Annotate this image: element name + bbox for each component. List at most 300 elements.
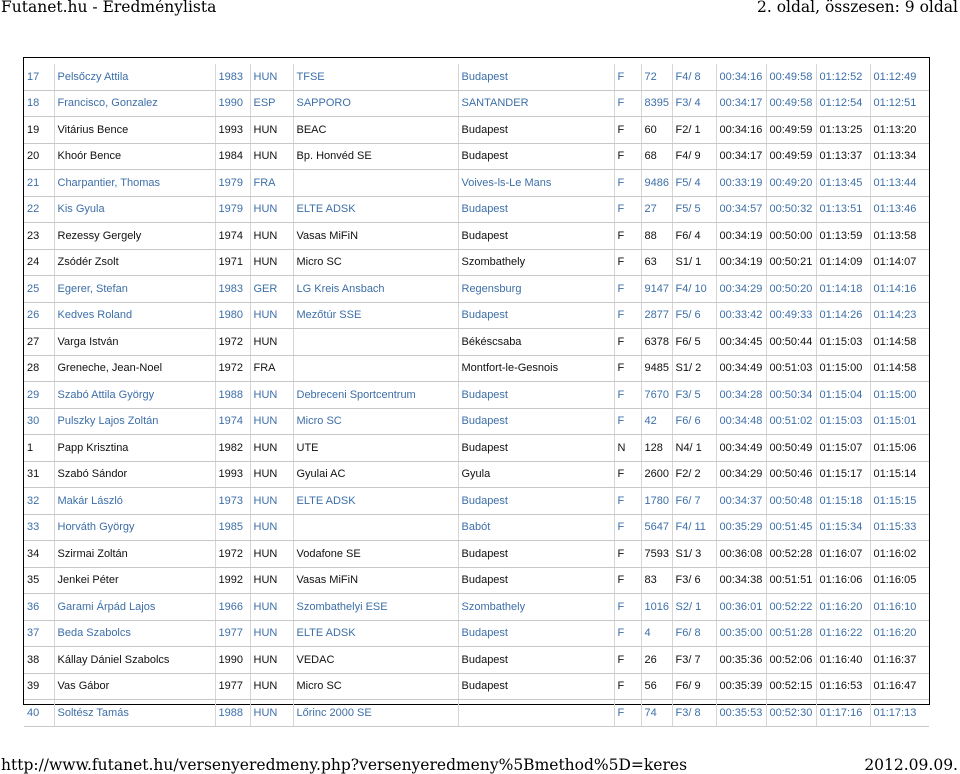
- name-cell: Pulszky Lajos Zoltán: [54, 408, 215, 435]
- nationality-cell: HUN: [250, 461, 293, 488]
- split-time-1-cell: 00:34:37: [716, 488, 766, 515]
- place-cell: 26: [24, 302, 54, 329]
- category-cell: F5/ 4: [672, 170, 716, 197]
- gross-time-cell: 01:14:26: [816, 302, 870, 329]
- gross-time-cell: 01:16:07: [816, 541, 870, 568]
- name-cell: Kállay Dániel Szabolcs: [54, 647, 215, 674]
- split-time-1-cell: 00:35:53: [716, 700, 766, 727]
- nationality-cell: HUN: [250, 382, 293, 409]
- split-time-2-cell: 00:49:59: [766, 143, 816, 170]
- city-cell: Budapest: [458, 408, 614, 435]
- city-cell: Budapest: [458, 620, 614, 647]
- place-cell: 19: [24, 117, 54, 144]
- net-time-cell: 01:16:20: [870, 620, 929, 647]
- city-cell: Montfort-le-Gesnois: [458, 355, 614, 382]
- place-cell: 35: [24, 567, 54, 594]
- sex-cell: F: [614, 170, 641, 197]
- city-cell: Budapest: [458, 64, 614, 90]
- place-cell: 21: [24, 170, 54, 197]
- club-cell: Szombathelyi ESE: [293, 594, 458, 621]
- category-cell: F6/ 9: [672, 673, 716, 700]
- nationality-cell: HUN: [250, 488, 293, 515]
- table-row[interactable]: [24, 64, 929, 90]
- net-time-cell: 01:13:20: [870, 117, 929, 144]
- club-cell: Micro SC: [293, 673, 458, 700]
- split-time-2-cell: 00:51:28: [766, 620, 816, 647]
- name-cell: Egerer, Stefan: [54, 276, 215, 303]
- net-time-cell: 01:12:49: [870, 64, 929, 90]
- year-cell: 1982: [215, 435, 250, 462]
- table-row: [24, 647, 929, 674]
- nationality-cell: HUN: [250, 567, 293, 594]
- table-row[interactable]: [24, 700, 929, 727]
- split-time-2-cell: 00:49:20: [766, 170, 816, 197]
- split-time-1-cell: 00:34:29: [716, 276, 766, 303]
- place-cell: 22: [24, 196, 54, 223]
- category-cell: F6/ 7: [672, 488, 716, 515]
- bib-number-cell: 6378: [641, 329, 672, 356]
- table-row: [24, 117, 929, 144]
- name-cell: Vas Gábor: [54, 673, 215, 700]
- club-cell: Micro SC: [293, 408, 458, 435]
- club-cell: [293, 170, 458, 197]
- club-cell: Vasas MiFiN: [293, 223, 458, 250]
- name-cell: Papp Krisztina: [54, 435, 215, 462]
- net-time-cell: 01:14:58: [870, 355, 929, 382]
- city-cell: Budapest: [458, 117, 614, 144]
- net-time-cell: 01:13:46: [870, 196, 929, 223]
- city-cell: SANTANDER: [458, 90, 614, 117]
- name-cell: Charpantier, Thomas: [54, 170, 215, 197]
- split-time-1-cell: 00:36:08: [716, 541, 766, 568]
- year-cell: 1988: [215, 700, 250, 727]
- net-time-cell: 01:15:00: [870, 382, 929, 409]
- club-cell: ELTE ADSK: [293, 488, 458, 515]
- city-cell: Budapest: [458, 302, 614, 329]
- nationality-cell: ESP: [250, 90, 293, 117]
- category-cell: F6/ 8: [672, 620, 716, 647]
- city-cell: Szombathely: [458, 594, 614, 621]
- category-cell: S1/ 3: [672, 541, 716, 568]
- split-time-2-cell: 00:50:48: [766, 488, 816, 515]
- split-time-1-cell: 00:34:17: [716, 143, 766, 170]
- split-time-1-cell: 00:35:00: [716, 620, 766, 647]
- net-time-cell: 01:16:05: [870, 567, 929, 594]
- split-time-2-cell: 00:49:33: [766, 302, 816, 329]
- year-cell: 1972: [215, 541, 250, 568]
- year-cell: 1979: [215, 170, 250, 197]
- sex-cell: F: [614, 647, 641, 674]
- sex-cell: F: [614, 355, 641, 382]
- nationality-cell: HUN: [250, 143, 293, 170]
- split-time-2-cell: 00:51:03: [766, 355, 816, 382]
- name-cell: Kis Gyula: [54, 196, 215, 223]
- split-time-2-cell: 00:50:46: [766, 461, 816, 488]
- split-time-2-cell: 00:49:58: [766, 64, 816, 90]
- category-cell: S1/ 1: [672, 249, 716, 276]
- club-cell: Lőrinc 2000 SE: [293, 700, 458, 727]
- name-cell: Makár László: [54, 488, 215, 515]
- nationality-cell: HUN: [250, 541, 293, 568]
- split-time-1-cell: 00:34:45: [716, 329, 766, 356]
- gross-time-cell: 01:16:22: [816, 620, 870, 647]
- split-time-2-cell: 00:50:00: [766, 223, 816, 250]
- bib-number-cell: 9147: [641, 276, 672, 303]
- category-cell: S1/ 2: [672, 355, 716, 382]
- category-cell: F3/ 7: [672, 647, 716, 674]
- nationality-cell: HUN: [250, 514, 293, 541]
- gross-time-cell: 01:16:20: [816, 594, 870, 621]
- nationality-cell: HUN: [250, 700, 293, 727]
- name-cell: Rezessy Gergely: [54, 223, 215, 250]
- nationality-cell: HUN: [250, 117, 293, 144]
- split-time-2-cell: 00:50:21: [766, 249, 816, 276]
- bib-number-cell: 1780: [641, 488, 672, 515]
- gross-time-cell: 01:16:53: [816, 673, 870, 700]
- table-row: [24, 355, 929, 382]
- city-cell: Budapest: [458, 567, 614, 594]
- category-cell: F3/ 5: [672, 382, 716, 409]
- table-row[interactable]: [24, 302, 929, 329]
- place-cell: 27: [24, 329, 54, 356]
- sex-cell: F: [614, 514, 641, 541]
- place-cell: 32: [24, 488, 54, 515]
- gross-time-cell: 01:13:25: [816, 117, 870, 144]
- place-cell: 33: [24, 514, 54, 541]
- split-time-2-cell: 00:51:02: [766, 408, 816, 435]
- category-cell: F5/ 5: [672, 196, 716, 223]
- net-time-cell: 01:13:44: [870, 170, 929, 197]
- bib-number-cell: 63: [641, 249, 672, 276]
- year-cell: 1977: [215, 673, 250, 700]
- split-time-2-cell: 00:52:30: [766, 700, 816, 727]
- place-cell: 20: [24, 143, 54, 170]
- club-cell: VEDAC: [293, 647, 458, 674]
- bib-number-cell: 26: [641, 647, 672, 674]
- place-cell: 39: [24, 673, 54, 700]
- net-time-cell: 01:15:06: [870, 435, 929, 462]
- place-cell: 37: [24, 620, 54, 647]
- gross-time-cell: 01:15:03: [816, 408, 870, 435]
- net-time-cell: 01:15:14: [870, 461, 929, 488]
- gross-time-cell: 01:15:18: [816, 488, 870, 515]
- table-row[interactable]: [24, 594, 929, 621]
- name-cell: Francisco, Gonzalez: [54, 90, 215, 117]
- net-time-cell: 01:16:02: [870, 541, 929, 568]
- net-time-cell: 01:14:07: [870, 249, 929, 276]
- city-cell: Budapest: [458, 223, 614, 250]
- year-cell: 1983: [215, 64, 250, 90]
- club-cell: TFSE: [293, 64, 458, 90]
- nationality-cell: HUN: [250, 673, 293, 700]
- sex-cell: F: [614, 64, 641, 90]
- split-time-2-cell: 00:50:34: [766, 382, 816, 409]
- bib-number-cell: 128: [641, 435, 672, 462]
- nationality-cell: HUN: [250, 435, 293, 462]
- table-row[interactable]: [24, 382, 929, 409]
- nationality-cell: HUN: [250, 647, 293, 674]
- place-cell: 24: [24, 249, 54, 276]
- sex-cell: F: [614, 276, 641, 303]
- year-cell: 1974: [215, 408, 250, 435]
- year-cell: 1993: [215, 117, 250, 144]
- year-cell: 1983: [215, 276, 250, 303]
- bib-number-cell: 2877: [641, 302, 672, 329]
- nationality-cell: FRA: [250, 355, 293, 382]
- name-cell: Jenkei Péter: [54, 567, 215, 594]
- sex-cell: F: [614, 461, 641, 488]
- split-time-1-cell: 00:34:16: [716, 64, 766, 90]
- name-cell: Beda Szabolcs: [54, 620, 215, 647]
- club-cell: Vodafone SE: [293, 541, 458, 568]
- club-cell: BEAC: [293, 117, 458, 144]
- split-time-2-cell: 00:51:45: [766, 514, 816, 541]
- city-cell: Gyula: [458, 461, 614, 488]
- table-row[interactable]: [24, 620, 929, 647]
- place-cell: 36: [24, 594, 54, 621]
- gross-time-cell: 01:13:59: [816, 223, 870, 250]
- nationality-cell: HUN: [250, 196, 293, 223]
- table-row: [24, 329, 929, 356]
- city-cell: [458, 700, 614, 727]
- club-cell: Mezőtúr SSE: [293, 302, 458, 329]
- net-time-cell: 01:13:34: [870, 143, 929, 170]
- club-cell: [293, 329, 458, 356]
- category-cell: F4/ 11: [672, 514, 716, 541]
- table-row[interactable]: [24, 514, 929, 541]
- place-cell: 1: [24, 435, 54, 462]
- city-cell: Babót: [458, 514, 614, 541]
- split-time-1-cell: 00:34:57: [716, 196, 766, 223]
- year-cell: 1980: [215, 302, 250, 329]
- table-row[interactable]: [24, 488, 929, 515]
- net-time-cell: 01:14:16: [870, 276, 929, 303]
- place-cell: 40: [24, 700, 54, 727]
- sex-cell: F: [614, 673, 641, 700]
- category-cell: F3/ 4: [672, 90, 716, 117]
- year-cell: 1988: [215, 382, 250, 409]
- split-time-2-cell: 00:52:06: [766, 647, 816, 674]
- year-cell: 1977: [215, 620, 250, 647]
- table-row[interactable]: [24, 276, 929, 303]
- split-time-2-cell: 00:50:32: [766, 196, 816, 223]
- sex-cell: F: [614, 567, 641, 594]
- net-time-cell: 01:14:23: [870, 302, 929, 329]
- year-cell: 1984: [215, 143, 250, 170]
- year-cell: 1974: [215, 223, 250, 250]
- name-cell: Garami Árpád Lajos: [54, 594, 215, 621]
- name-cell: Khoór Bence: [54, 143, 215, 170]
- net-time-cell: 01:16:47: [870, 673, 929, 700]
- nationality-cell: HUN: [250, 64, 293, 90]
- gross-time-cell: 01:15:34: [816, 514, 870, 541]
- nationality-cell: HUN: [250, 329, 293, 356]
- year-cell: 1973: [215, 488, 250, 515]
- split-time-1-cell: 00:34:48: [716, 408, 766, 435]
- year-cell: 1972: [215, 355, 250, 382]
- split-time-1-cell: 00:35:39: [716, 673, 766, 700]
- sex-cell: F: [614, 620, 641, 647]
- category-cell: F4/ 8: [672, 64, 716, 90]
- sex-cell: N: [614, 435, 641, 462]
- category-cell: F5/ 6: [672, 302, 716, 329]
- table-row[interactable]: [24, 196, 929, 223]
- split-time-2-cell: 00:49:58: [766, 90, 816, 117]
- net-time-cell: 01:13:58: [870, 223, 929, 250]
- bib-number-cell: 1016: [641, 594, 672, 621]
- sex-cell: F: [614, 196, 641, 223]
- bib-number-cell: 4: [641, 620, 672, 647]
- place-cell: 28: [24, 355, 54, 382]
- club-cell: SAPPORO: [293, 90, 458, 117]
- gross-time-cell: 01:14:18: [816, 276, 870, 303]
- gross-time-cell: 01:17:16: [816, 700, 870, 727]
- sex-cell: F: [614, 700, 641, 727]
- table-row: [24, 541, 929, 568]
- club-cell: LG Kreis Ansbach: [293, 276, 458, 303]
- gross-time-cell: 01:15:04: [816, 382, 870, 409]
- bib-number-cell: 72: [641, 64, 672, 90]
- bib-number-cell: 2600: [641, 461, 672, 488]
- sex-cell: F: [614, 382, 641, 409]
- place-cell: 31: [24, 461, 54, 488]
- place-cell: 38: [24, 647, 54, 674]
- split-time-1-cell: 00:34:49: [716, 435, 766, 462]
- results-table-body: [24, 64, 929, 726]
- club-cell: Debreceni Sportcentrum: [293, 382, 458, 409]
- year-cell: 1993: [215, 461, 250, 488]
- name-cell: Soltész Tamás: [54, 700, 215, 727]
- table-row: [24, 461, 929, 488]
- table-row: [24, 673, 929, 700]
- split-time-1-cell: 00:33:19: [716, 170, 766, 197]
- gross-time-cell: 01:15:17: [816, 461, 870, 488]
- split-time-1-cell: 00:34:28: [716, 382, 766, 409]
- city-cell: Szombathely: [458, 249, 614, 276]
- category-cell: S2/ 1: [672, 594, 716, 621]
- net-time-cell: 01:15:15: [870, 488, 929, 515]
- table-row[interactable]: [24, 170, 929, 197]
- city-cell: Békéscsaba: [458, 329, 614, 356]
- club-cell: Micro SC: [293, 249, 458, 276]
- table-row[interactable]: [24, 408, 929, 435]
- split-time-1-cell: 00:34:29: [716, 461, 766, 488]
- name-cell: Varga István: [54, 329, 215, 356]
- year-cell: 1985: [215, 514, 250, 541]
- gross-time-cell: 01:14:09: [816, 249, 870, 276]
- nationality-cell: HUN: [250, 249, 293, 276]
- category-cell: F2/ 2: [672, 461, 716, 488]
- table-row[interactable]: [24, 90, 929, 117]
- split-time-2-cell: 00:52:28: [766, 541, 816, 568]
- category-cell: F3/ 6: [672, 567, 716, 594]
- bib-number-cell: 74: [641, 700, 672, 727]
- year-cell: 1990: [215, 647, 250, 674]
- city-cell: Budapest: [458, 143, 614, 170]
- gross-time-cell: 01:15:03: [816, 329, 870, 356]
- split-time-1-cell: 00:34:16: [716, 117, 766, 144]
- gross-time-cell: 01:12:52: [816, 64, 870, 90]
- gross-time-cell: 01:13:45: [816, 170, 870, 197]
- name-cell: Horváth György: [54, 514, 215, 541]
- city-cell: Budapest: [458, 647, 614, 674]
- name-cell: Vitárius Bence: [54, 117, 215, 144]
- name-cell: Szabó Attila György: [54, 382, 215, 409]
- nationality-cell: HUN: [250, 408, 293, 435]
- category-cell: F4/ 10: [672, 276, 716, 303]
- bib-number-cell: 56: [641, 673, 672, 700]
- year-cell: 1990: [215, 90, 250, 117]
- sex-cell: F: [614, 302, 641, 329]
- sex-cell: F: [614, 541, 641, 568]
- name-cell: Pelsőczy Attila: [54, 64, 215, 90]
- category-cell: F6/ 4: [672, 223, 716, 250]
- name-cell: Szirmai Zoltán: [54, 541, 215, 568]
- net-time-cell: 01:16:10: [870, 594, 929, 621]
- gross-time-cell: 01:12:54: [816, 90, 870, 117]
- sex-cell: F: [614, 329, 641, 356]
- bib-number-cell: 68: [641, 143, 672, 170]
- city-cell: Budapest: [458, 488, 614, 515]
- city-cell: Budapest: [458, 673, 614, 700]
- sex-cell: F: [614, 223, 641, 250]
- page-header-page-info: 2. oldal, összesen: 9 oldal: [756, 0, 958, 16]
- bib-number-cell: 9486: [641, 170, 672, 197]
- place-cell: 34: [24, 541, 54, 568]
- results-table: [24, 64, 929, 727]
- category-cell: F3/ 8: [672, 700, 716, 727]
- club-cell: ELTE ADSK: [293, 620, 458, 647]
- city-cell: Budapest: [458, 196, 614, 223]
- split-time-2-cell: 00:51:51: [766, 567, 816, 594]
- nationality-cell: FRA: [250, 170, 293, 197]
- split-time-1-cell: 00:35:36: [716, 647, 766, 674]
- table-row: [24, 249, 929, 276]
- sex-cell: F: [614, 143, 641, 170]
- nationality-cell: HUN: [250, 594, 293, 621]
- split-time-1-cell: 00:33:42: [716, 302, 766, 329]
- name-cell: Greneche, Jean-Noel: [54, 355, 215, 382]
- split-time-1-cell: 00:34:17: [716, 90, 766, 117]
- name-cell: Kedves Roland: [54, 302, 215, 329]
- nationality-cell: HUN: [250, 620, 293, 647]
- net-time-cell: 01:16:37: [870, 647, 929, 674]
- split-time-1-cell: 00:34:19: [716, 249, 766, 276]
- net-time-cell: 01:14:58: [870, 329, 929, 356]
- gross-time-cell: 01:16:06: [816, 567, 870, 594]
- gross-time-cell: 01:13:37: [816, 143, 870, 170]
- bib-number-cell: 88: [641, 223, 672, 250]
- bib-number-cell: 42: [641, 408, 672, 435]
- club-cell: UTE: [293, 435, 458, 462]
- club-cell: Gyulai AC: [293, 461, 458, 488]
- net-time-cell: 01:15:01: [870, 408, 929, 435]
- net-time-cell: 01:12:51: [870, 90, 929, 117]
- page-footer-url: http://www.futanet.hu/versenyeredmeny.php?versenyeredmeny%5Bmethod%5D=keres: [1, 756, 688, 774]
- table-row: [24, 143, 929, 170]
- split-time-1-cell: 00:35:29: [716, 514, 766, 541]
- category-cell: N4/ 1: [672, 435, 716, 462]
- bib-number-cell: 83: [641, 567, 672, 594]
- category-cell: F4/ 9: [672, 143, 716, 170]
- year-cell: 1992: [215, 567, 250, 594]
- gross-time-cell: 01:13:51: [816, 196, 870, 223]
- name-cell: Szabó Sándor: [54, 461, 215, 488]
- nationality-cell: HUN: [250, 223, 293, 250]
- club-cell: [293, 355, 458, 382]
- city-cell: Regensburg: [458, 276, 614, 303]
- club-cell: Vasas MiFiN: [293, 567, 458, 594]
